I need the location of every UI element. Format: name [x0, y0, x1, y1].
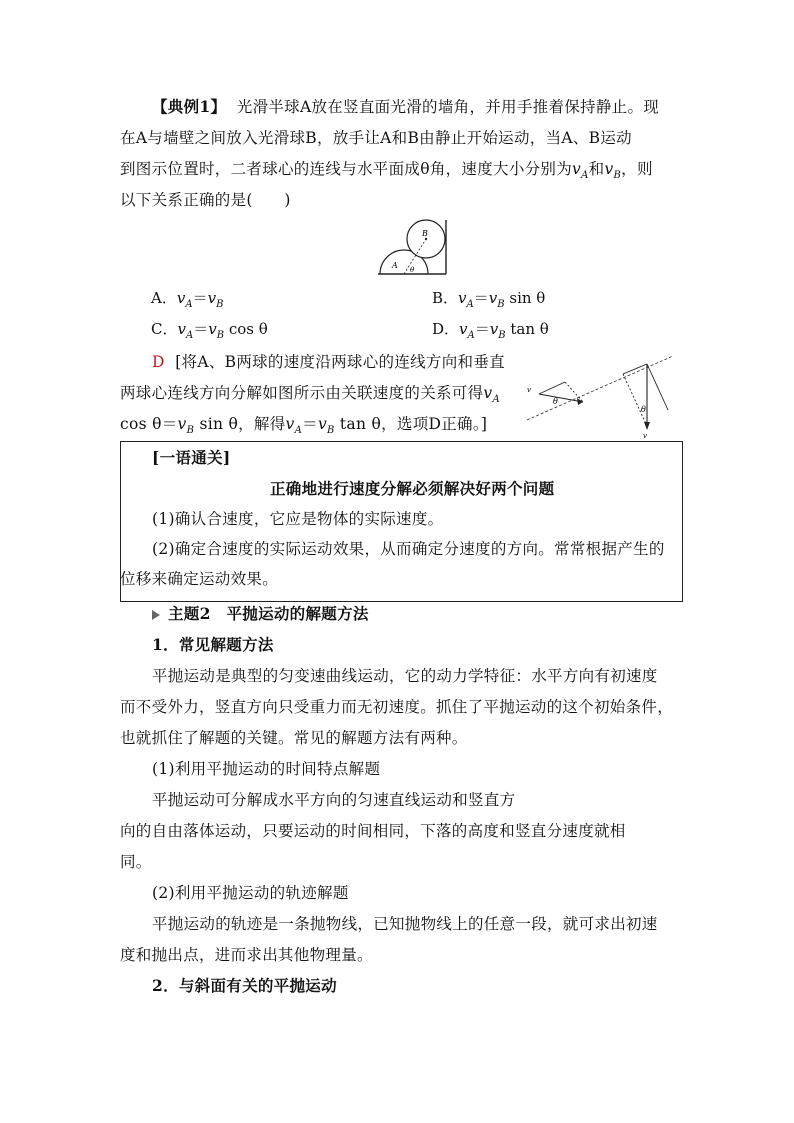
tip-item-2-line-2: 位移来确定运动效果。	[120, 570, 279, 588]
example-paragraph-line-4: 以下关系正确的是( )	[120, 191, 291, 209]
svg-text:v: v	[527, 386, 531, 394]
example-paragraph-line-3: 到图示位置时，二者球心的连线与水平面成θ角，速度大小分别为$v_A$和$v_B$，则	[120, 160, 653, 182]
example-paragraph-line-2: 在A与墙壁之间放入光滑球B，放手让A和B由静止开始运动，当A、B运动	[120, 129, 632, 147]
svg-text:θ: θ	[553, 397, 558, 406]
method-1-line-1: 平抛运动可分解成水平方向的匀速直线运动和竖直方	[152, 791, 516, 809]
svg-text:θ: θ	[410, 266, 415, 274]
example-text: 光滑半球A放在竖直面光滑的墙角，并用手推着保持静止。现	[236, 98, 660, 116]
tip-item-1: (1)确认合速度，它应是物体的实际速度。	[152, 510, 444, 528]
option-d[interactable]: D．$v_A=v_B$ tan θ	[432, 320, 549, 341]
svg-text:θ: θ	[641, 405, 646, 414]
section-title: 主题2 平抛运动的解题方法	[152, 603, 369, 625]
figure-velocity-decomposition	[525, 352, 675, 440]
section-p1-line-2: 而不受外力，竖直方向只受重力而无初速度。抓住了平抛运动的这个初始条件，	[120, 698, 674, 716]
section-p1-line-1: 平抛运动是典型的匀变速曲线运动，它的动力学特征：水平方向有初速度	[152, 667, 658, 685]
tip-title: [一语通关]	[152, 448, 231, 467]
method-1-title: (1)利用平抛运动的时间特点解题	[152, 760, 381, 778]
answer-letter: D	[152, 353, 165, 371]
svg-text:B: B	[422, 229, 428, 238]
method-2-line-1: 平抛运动的轨迹是一条抛物线，已知抛物线上的任意一段，就可求出初速	[152, 915, 658, 933]
example-tag: 【典例1】	[152, 97, 227, 116]
method-2-title: (2)利用平抛运动的轨迹解题	[152, 884, 349, 902]
section-p1-line-3: 也就抓住了解题的关键。常见的解题方法有两种。	[120, 729, 468, 747]
method-1-line-3: 同。	[120, 853, 152, 871]
svg-text:A: A	[392, 261, 398, 270]
triangle-marker-icon	[152, 610, 160, 620]
option-c[interactable]: C．$v_A=v_B$ cos θ	[151, 320, 268, 341]
answer-line-2: 两球心连线方向分解如图所示由关联速度的关系可得$v_A$	[120, 384, 500, 406]
example-paragraph-line-1	[152, 96, 659, 118]
tip-item-2-line-1: (2)确定合速度的实际运动效果，从而确定分速度的方向。常常根据产生的	[152, 540, 665, 558]
section-sub-1: 1．常见解题方法	[152, 635, 274, 654]
answer-line-3: $\cos \theta=v_B$ sin θ，解得$v_A=v_B$ tan θ，选项D正确。]	[120, 415, 488, 437]
option-a[interactable]: A．$v_A=v_B$	[151, 289, 224, 310]
answer-line-1: D [将A、B两球的速度沿两球心的连线方向和垂直	[152, 353, 505, 371]
option-b[interactable]: B．$v_A=v_B$ sin θ	[432, 289, 546, 310]
svg-text:v: v	[643, 432, 647, 440]
method-2-line-2: 度和抛出点，进而求出其他物理量。	[120, 946, 373, 964]
method-1-line-2: 向的自由落体运动，只要运动的时间相同，下落的高度和竖直分速度就相	[120, 822, 626, 840]
figure-hemisphere-ball	[376, 218, 448, 278]
tip-heading: 正确地进行速度分解必须解决好两个问题	[270, 479, 555, 498]
section-sub-2: 2．与斜面有关的平抛运动	[152, 976, 337, 995]
